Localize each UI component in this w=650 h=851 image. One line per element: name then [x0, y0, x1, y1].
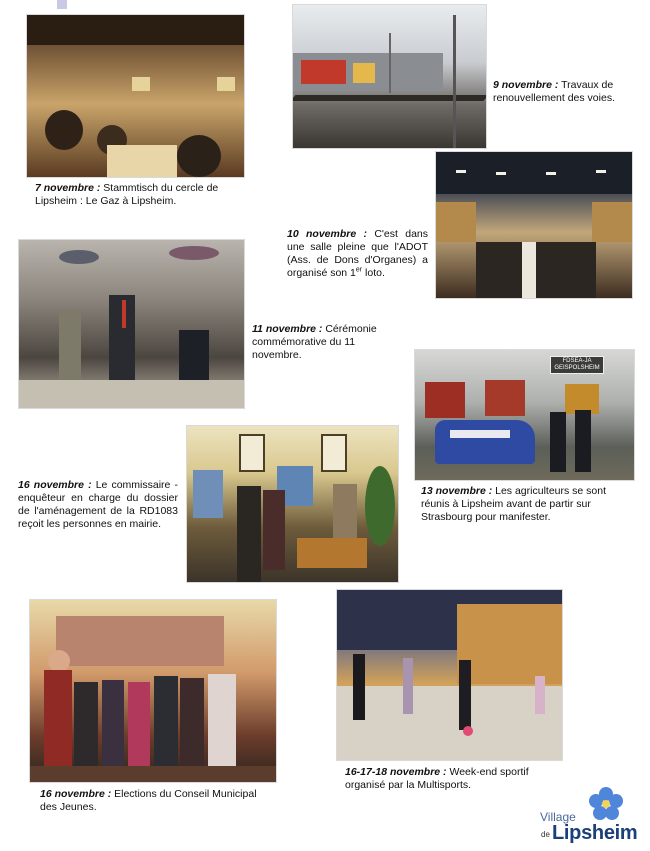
caption-9-novembre: 9 novembre : Travaux de renouvellement des voies. — [493, 79, 615, 104]
caption-13-novembre: 13 novembre : Les agriculteurs se sont réunis à Lipsheim avant de partir sur Strasbourg pour manifester. — [421, 485, 607, 523]
caption-10-novembre: 10 novembre : C'est dans une salle pleine que l'ADOT (Ass. de Dons d'Organes) a organisé son 1er loto. — [287, 228, 429, 279]
photo-multisports — [337, 590, 562, 760]
sign-fdsea: FDSEA-JA GEISPOLSHEIM — [554, 358, 600, 371]
caption-16-novembre-commissaire: 16 novembre : Le commissaire - enquêteur en charge du dossier de l'aménagement de la RD1083 reçoit les personnes en mairie. — [18, 479, 178, 530]
photo-loto — [436, 152, 632, 298]
caption-11-novembre: 11 novembre : Cérémonie commémorative du 11 novembre. — [252, 323, 377, 361]
corner-mark — [57, 0, 67, 9]
photo-travaux-voies — [293, 5, 486, 148]
caption-16-novembre-conseil: 16 novembre : Elections du Conseil Municipal des Jeunes. — [40, 788, 257, 813]
logo-village-text: Village — [540, 810, 576, 824]
logo-name-text: Lipsheim — [552, 822, 638, 844]
caption-7-novembre: 7 novembre : Stammtisch du cercle de Lipsheim : Le Gaz à Lipsheim. — [35, 182, 219, 207]
photo-ceremonie — [19, 240, 244, 408]
village-logo — [540, 786, 648, 848]
photo-agriculteurs — [415, 350, 634, 480]
flower-icon — [588, 786, 624, 822]
caption-multisports: 16-17-18 novembre : Week-end sportif organisé par la Multisports. — [345, 766, 529, 791]
photo-conseil-jeunes — [30, 600, 276, 782]
logo-de-text: de — [541, 830, 550, 839]
photo-mairie — [187, 426, 398, 582]
photo-stammtisch — [27, 15, 244, 177]
